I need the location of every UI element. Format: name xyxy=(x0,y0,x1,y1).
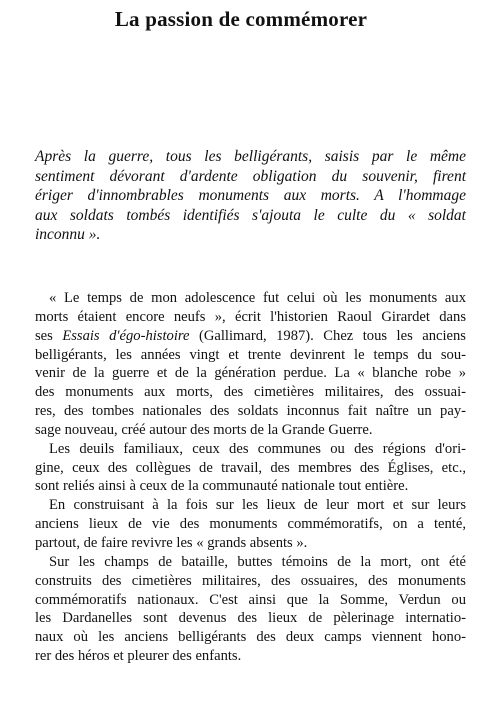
body-line: naux où les anciens belligérants des deux camps viennent hono- xyxy=(35,629,466,646)
body-line: belligérants, les années vingt et trente devinrent le temps du sou- xyxy=(35,346,466,363)
article-lead xyxy=(35,147,466,245)
body-line: construits des cimetières militaires, des ossuaires, des monuments xyxy=(35,572,466,589)
lead-line: inconnu ». xyxy=(35,226,101,243)
paragraph-2 xyxy=(35,440,466,497)
body-line: des monuments aux morts, des cimetières militaires, des ossuai- xyxy=(35,384,466,401)
body-line: morts étaient encore neufs », écrit l'historien Raoul Girardet dans xyxy=(35,308,466,325)
lead-line: Après la guerre, tous les belligérants, saisis par le même xyxy=(35,148,466,165)
body-line: venir de la guerre et de la génération perdue. La « blanche robe » xyxy=(35,365,466,382)
article-body xyxy=(35,289,466,666)
body-line: En construisant à la fois sur les lieux de leur mort et sur leurs xyxy=(49,497,466,514)
body-line: Sur les champs de bataille, buttes témoins de la mort, ont été xyxy=(49,553,466,570)
body-line: partout, de faire revivre les « grands absents ». xyxy=(35,534,308,551)
paragraph-4 xyxy=(35,553,466,666)
lead-line: aux soldats tombés identifiés s'ajouta le culte du « soldat xyxy=(35,206,466,224)
body-line: « Le temps de mon adolescence fut celui où les monuments aux xyxy=(49,290,466,306)
body-line: gine, ceux des collègues de travail, des membres des Églises, etc., xyxy=(35,459,466,476)
article-title: La passion de commémorer xyxy=(114,7,368,31)
body-line: Les deuils familiaux, ceux des communes ou des régions d'ori- xyxy=(49,440,466,457)
body-line: anciens lieux de vie des monuments commémoratifs, on a tenté, xyxy=(35,516,466,533)
paragraph-3 xyxy=(35,496,466,553)
body-line: sont reliés ainsi à ceux de la communauté nationale tout entière. xyxy=(35,478,409,495)
body-line: les Dardanelles sont devenus des lieux de pèlerinage internatio- xyxy=(35,610,466,627)
body-line xyxy=(35,327,466,346)
body-line: commémoratifs nationaux. C'est ainsi que la Somme, Verdun ou xyxy=(35,591,466,608)
body-text-fragment: (Gallimard, 1987). Chez tous les anciens xyxy=(189,327,466,344)
book-title: Essais d'égo-histoire xyxy=(62,327,190,344)
lead-line: ériger d'innombrables monuments aux morts. A l'hommage xyxy=(35,187,466,204)
paragraph-1 xyxy=(35,289,466,440)
body-text-fragment: ses xyxy=(35,327,63,344)
body-line: rer des héros et pleurer des enfants. xyxy=(35,648,242,665)
body-line: res, des tombes nationales des soldats inconnus fait naître un pay- xyxy=(35,403,466,420)
lead-line: sentiment dévorant d'ardente obligation du souvenir, firent xyxy=(35,167,466,185)
body-line: sage nouveau, créé autour des morts de la Grande Guerre. xyxy=(35,421,373,438)
